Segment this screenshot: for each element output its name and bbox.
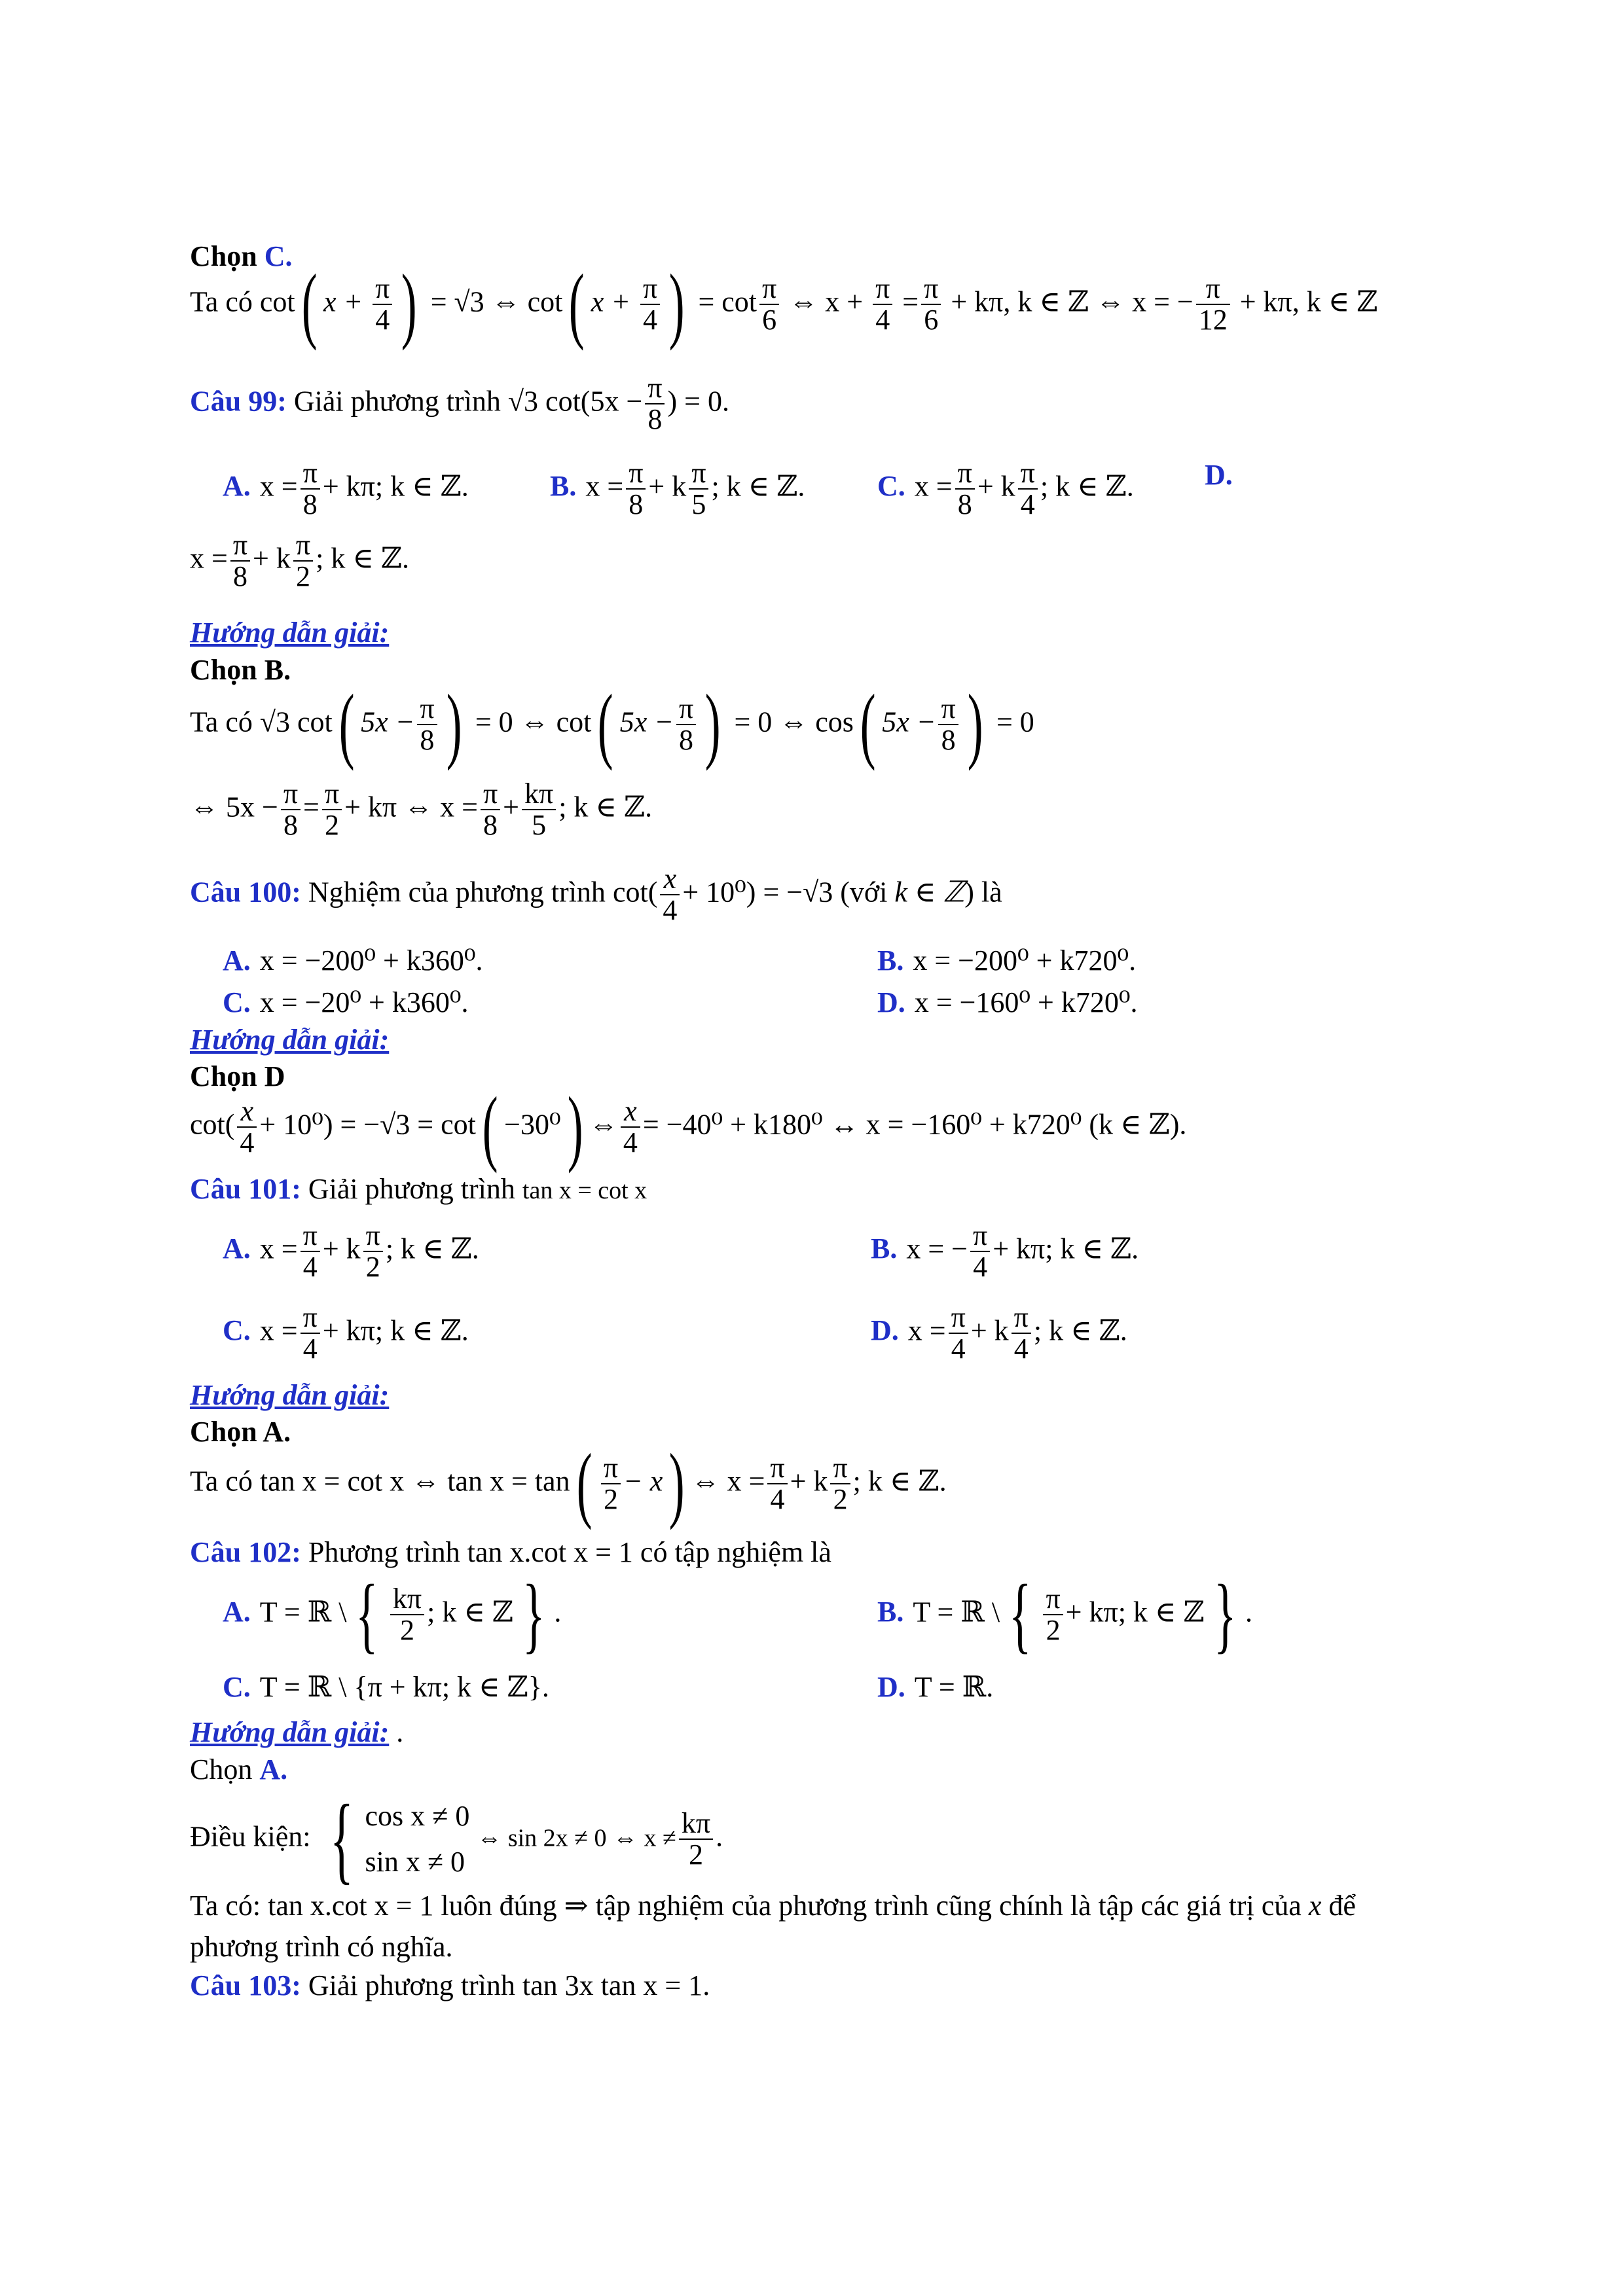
q98-chon: Chọn C. [190, 240, 293, 272]
fraction: $\frac{\pi}{8}$ [955, 458, 975, 520]
q99-option-b: B. x = $\frac{\pi}{8}$ + k $\frac{\pi}{5}$ ; k ∈ ℤ. [550, 457, 805, 521]
q102-option-b: B. T = ℝ \ { $\frac{\pi}{2}$ + kπ; k ∈ ℤ } . [877, 1568, 1253, 1662]
fraction: $\frac{\pi}{8}$ [645, 373, 665, 435]
q101-option-b: B. x = − $\frac{\pi}{4}$ + kπ; k ∈ ℤ. [871, 1219, 1139, 1283]
q99-question: Câu 99: Giải phương trình √3 cot(5x − $\frac{\pi}{8}$ ) = 0. [190, 372, 729, 436]
q100-guide: Hướng dẫn giải: [190, 1024, 390, 1056]
q100-solution: cot( $\frac{x}{4}$ + 10⁰) = −√3 = cot( −30⁰) ⇔ $\frac{x}{4}$ = −40⁰ + k180⁰ ↔ x = −160⁰ + k720⁰ (k ∈ ℤ). [190, 1080, 1187, 1175]
fraction: $\frac{\pi}{4}$ [1012, 1302, 1031, 1364]
fraction: $\frac{k\pi}{2}$ [390, 1584, 424, 1645]
q101-option-d: D. x = $\frac{\pi}{4}$ + k $\frac{\pi}{4}$ ; k ∈ ℤ. [871, 1301, 1127, 1365]
q102-solution-cont: phương trình có nghĩa. [190, 1931, 453, 1963]
bracket: ) [669, 1437, 685, 1532]
q102-condition: Điều kiện: { cos x ≠ 0 sin x ≠ 0 ⇔ sin 2x ≠ 0 ⇔ x ≠ $\frac{k\pi}{2}$ . [190, 1785, 723, 1894]
fraction: $\frac{\pi}{8}$ [230, 530, 250, 592]
fraction: $\frac{x}{4}$ [660, 864, 680, 925]
q102-chon: Chọn A. [190, 1753, 288, 1785]
q102-guide: Hướng dẫn giải: . [190, 1716, 404, 1748]
q101-question: Câu 101: Giải phương trình tan x = cot x [190, 1173, 647, 1205]
bracket: ( [301, 257, 318, 352]
fraction: $\frac{\pi}{4}$ [640, 274, 660, 335]
fraction: $\frac{\pi}{2}$ [293, 530, 313, 592]
q99-chon: Chọn B. [190, 654, 291, 686]
q99-guide: Hướng dẫn giải: [190, 617, 390, 649]
fraction: $\frac{\pi}{8}$ [301, 458, 320, 520]
q99-option-d-label: D. [1205, 459, 1233, 491]
q101-guide: Hướng dẫn giải: [190, 1379, 390, 1411]
fraction: $\frac{\pi}{6}$ [759, 274, 779, 335]
fraction: $\frac{\pi}{8}$ [417, 694, 437, 755]
bracket: } [522, 1568, 545, 1662]
bracket: ( [338, 677, 355, 772]
fraction: $\frac{\pi}{8}$ [626, 458, 646, 520]
fraction: $\frac{\pi}{8}$ [481, 779, 500, 840]
fraction: $\frac{x}{4}$ [237, 1096, 257, 1158]
fraction: $\frac{k\pi}{2}$ [679, 1808, 713, 1870]
fraction: $\frac{\pi}{2}$ [1043, 1584, 1063, 1645]
bracket: { [1009, 1568, 1032, 1662]
fraction: $\frac{k\pi}{5}$ [522, 779, 556, 840]
q101-option-c: C. x = $\frac{\pi}{4}$ + kπ; k ∈ ℤ. [223, 1301, 469, 1365]
q99-solution-2: ⇔ 5x − $\frac{\pi}{8}$ = $\frac{\pi}{2}$ + kπ ⇔ x = $\frac{\pi}{8}$ + $\frac{k\pi}{5}$ ; k ∈ ℤ. [190, 778, 653, 842]
bracket: ( [482, 1080, 498, 1175]
bracket: ( [569, 257, 585, 352]
fraction: $\frac{\pi}{4}$ [767, 1453, 787, 1515]
q100-option-c: C. x = −20⁰ + k360⁰. [223, 986, 469, 1018]
fraction: $\frac{\pi}{4}$ [301, 1302, 320, 1364]
bracket: ) [401, 257, 417, 352]
bracket: ( [860, 677, 876, 772]
fraction: $\frac{\pi}{4}$ [373, 274, 392, 335]
q102-solution: Ta có: tan x.cot x = 1 luôn đúng ⇒ tập nghiệm của phương trình cũng chính là tập các giá trị của x để [190, 1890, 1356, 1922]
bracket: { [356, 1568, 378, 1662]
fraction: $\frac{\pi}{8}$ [938, 694, 958, 755]
bracket: ) [668, 257, 685, 352]
q100-question: Câu 100: Nghiệm của phương trình cot( $\frac{x}{4}$ + 10⁰) = −√3 (với k ∈ ℤ) là [190, 863, 1002, 927]
fraction: $\frac{\pi}{2}$ [363, 1221, 383, 1282]
bracket: ) [967, 677, 983, 772]
fraction: $\frac{\pi}{12}$ [1196, 274, 1230, 335]
bracket: } [1213, 1568, 1236, 1662]
q101-chon: Chọn A. [190, 1416, 291, 1448]
bracket: ) [704, 677, 721, 772]
q101-option-a: A. x = $\frac{\pi}{4}$ + k $\frac{\pi}{2}$ ; k ∈ ℤ. [223, 1219, 479, 1283]
fraction: $\frac{\pi}{5}$ [689, 458, 708, 520]
q100-option-d: D. x = −160⁰ + k720⁰. [877, 986, 1138, 1018]
q99-option-a: A. x = $\frac{\pi}{8}$ + kπ; k ∈ ℤ. [223, 457, 469, 521]
q99-option-c: C. x = $\frac{\pi}{8}$ + k $\frac{\pi}{4}$ ; k ∈ ℤ. [877, 457, 1134, 521]
q100-option-a: A. x = −200⁰ + k360⁰. [223, 944, 483, 977]
fraction: $\frac{\pi}{2}$ [322, 779, 342, 840]
bracket: ) [446, 677, 462, 772]
fraction: $\frac{\pi}{6}$ [921, 274, 941, 335]
q99-option-d: x = $\frac{\pi}{8}$ + k $\frac{\pi}{2}$ ; k ∈ ℤ. [190, 529, 410, 593]
fraction: $\frac{x}{4}$ [621, 1096, 640, 1158]
fraction: $\frac{\pi}{4}$ [949, 1302, 968, 1364]
bracket: ) [567, 1080, 583, 1175]
fraction: $\frac{\pi}{4}$ [301, 1221, 320, 1282]
fraction: $\frac{\pi}{2}$ [601, 1453, 621, 1515]
q102-option-c: C. T = ℝ \ {π + kπ; k ∈ ℤ}. [223, 1671, 549, 1703]
fraction: $\frac{\pi}{4}$ [970, 1221, 990, 1282]
fraction: $\frac{\pi}{2}$ [830, 1453, 850, 1515]
fraction: $\frac{\pi}{4}$ [873, 274, 892, 335]
q101-solution: Ta có tan x = cot x ⇔ tan x = tan( $\frac{\pi}{2}$ − x) ⇔ x = $\frac{\pi}{4}$ + k $\frac{\pi}{2}$ ; k ∈ ℤ. [190, 1437, 947, 1532]
q98-solution: Ta có cot( x + $\frac{\pi}{4}$ ) = √3 ⇔ cot( x + $\frac{\pi}{4}$ ) = cot $\frac{\pi}{6}$ ⇔ x + $\frac{\pi}{4}$ = $\frac{\pi}{6}$ + kπ, k ∈ ℤ ⇔ x = − $\frac{\pi}{12}$ + kπ, k ∈ ℤ [190, 257, 1378, 352]
q99-solution-1: Ta có √3 cot( 5x − $\frac{\pi}{8}$ ) = 0 ⇔ cot( 5x − $\frac{\pi}{8}$ ) = 0 ⇔ cos( 5x − $\frac{\pi}{8}$ ) = 0 [190, 677, 1034, 772]
fraction: $\frac{\pi}{4}$ [1018, 458, 1038, 520]
q103-question: Câu 103: Giải phương trình tan 3x tan x = 1. [190, 1969, 710, 2001]
q102-option-d: D. T = ℝ. [877, 1671, 994, 1703]
q102-question: Câu 102: Phương trình tan x.cot x = 1 có tập nghiệm là [190, 1536, 831, 1568]
bracket: { [329, 1785, 354, 1894]
fraction: $\frac{\pi}{8}$ [281, 779, 301, 840]
bracket: ( [576, 1437, 593, 1532]
fraction: $\frac{\pi}{8}$ [676, 694, 696, 755]
q102-option-a: A. T = ℝ \ { $\frac{k\pi}{2}$ ; k ∈ ℤ } . [223, 1568, 562, 1662]
q100-chon: Chọn D [190, 1060, 285, 1092]
bracket: ( [598, 677, 613, 772]
q100-option-b: B. x = −200⁰ + k720⁰. [877, 944, 1137, 977]
